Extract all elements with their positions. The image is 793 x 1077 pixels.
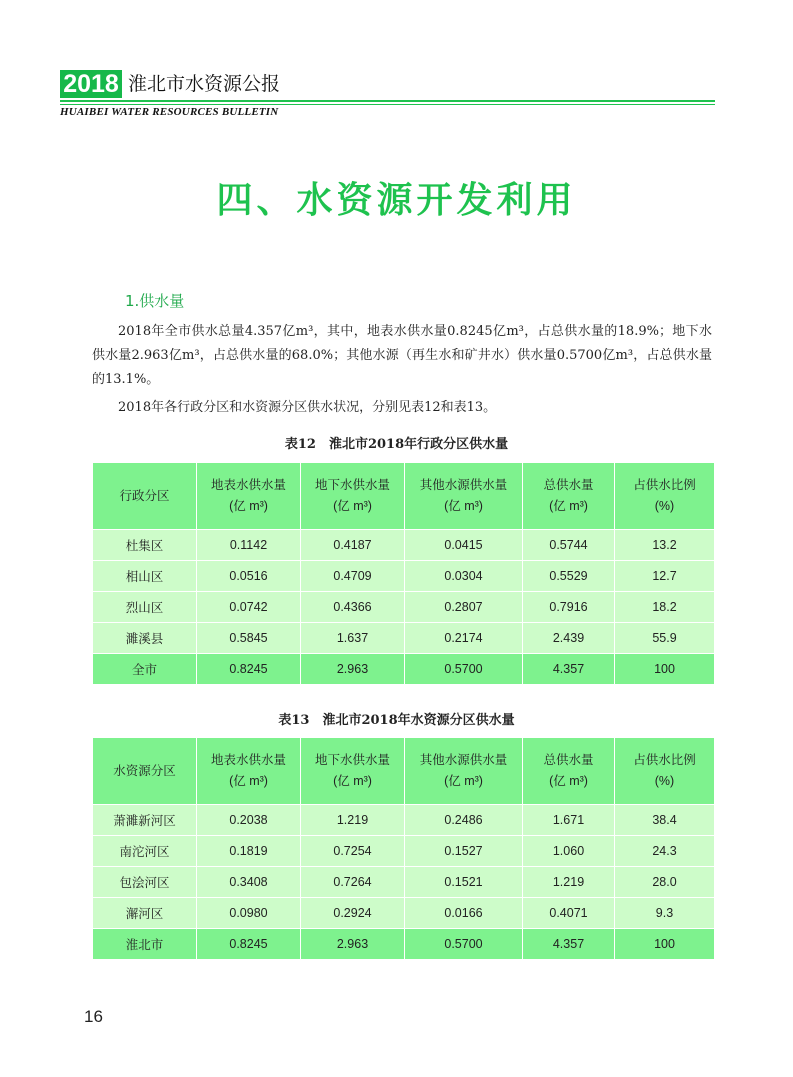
table-row xyxy=(93,836,715,867)
table-cell: 0.1527 xyxy=(405,836,523,867)
table12-header-cell: 地下水供水量 (亿 m³) xyxy=(301,463,405,530)
table13-header-cell: 水资源分区 xyxy=(93,738,197,805)
table-cell: 24.3 xyxy=(615,836,715,867)
table13-header-cell: 占供水比例 (%) xyxy=(615,738,715,805)
table12-header-cell: 行政分区 xyxy=(93,463,197,530)
table-cell: 0.2038 xyxy=(197,805,301,836)
table-cell: 0.8245 xyxy=(197,654,301,685)
table-cell: 4.357 xyxy=(523,929,615,960)
table-cell: 0.4366 xyxy=(301,592,405,623)
table-cell: 0.2486 xyxy=(405,805,523,836)
table-cell: 烈山区 xyxy=(93,592,197,623)
table-cell: 13.2 xyxy=(615,530,715,561)
table13 xyxy=(92,737,715,960)
table-cell: 0.5744 xyxy=(523,530,615,561)
table-cell: 0.7254 xyxy=(301,836,405,867)
chapter-title: 四、水资源开发利用 xyxy=(216,179,577,221)
table-cell: 0.4709 xyxy=(301,561,405,592)
table13-caption: 表13 淮北市2018年水资源分区供水量 xyxy=(278,713,515,728)
table-cell: 萧濉新河区 xyxy=(93,805,197,836)
table12-header-cell: 占供水比例 (%) xyxy=(615,463,715,530)
table-cell: 0.0415 xyxy=(405,530,523,561)
table-row xyxy=(93,867,715,898)
header-title: 淮北市水资源公报 xyxy=(128,73,281,95)
table12-header-cell: 地表水供水量 (亿 m³) xyxy=(197,463,301,530)
table-cell: 0.1819 xyxy=(197,836,301,867)
table-total-row xyxy=(93,929,715,960)
table12-caption: 表12 淮北市2018年行政分区供水量 xyxy=(284,437,509,452)
table-cell: 杜集区 xyxy=(93,530,197,561)
table-cell: 1.671 xyxy=(523,805,615,836)
table-cell: 2.439 xyxy=(523,623,615,654)
table-cell: 澥河区 xyxy=(93,898,197,929)
table-cell: 2.963 xyxy=(301,929,405,960)
table-cell: 0.0516 xyxy=(197,561,301,592)
table-cell: 0.4071 xyxy=(523,898,615,929)
page-number: 16 xyxy=(84,1007,103,1026)
table-cell: 4.357 xyxy=(523,654,615,685)
table-total-row xyxy=(93,654,715,685)
header-year-badge: 2018 xyxy=(60,70,122,98)
table-cell: 1.637 xyxy=(301,623,405,654)
table-cell: 0.5700 xyxy=(405,929,523,960)
table-cell: 南沱河区 xyxy=(93,836,197,867)
table13-header-cell: 其他水源供水量 (亿 m³) xyxy=(405,738,523,805)
table-cell: 濉溪县 xyxy=(93,623,197,654)
paragraph-table-reference: 2018年各行政分区和水资源分区供水状况，分别见表12和表13。 xyxy=(118,400,497,415)
header-rule xyxy=(60,100,715,102)
table-cell: 全市 xyxy=(93,654,197,685)
table13-header-cell: 地表水供水量 (亿 m³) xyxy=(197,738,301,805)
page-header xyxy=(60,70,715,120)
header-subtitle: HUAIBEI WATER RESOURCES BULLETIN xyxy=(60,106,279,118)
table13-header-cell: 地下水供水量 (亿 m³) xyxy=(301,738,405,805)
table12-header-cell: 其他水源供水量 (亿 m³) xyxy=(405,463,523,530)
table-row xyxy=(93,805,715,836)
table-cell: 1.060 xyxy=(523,836,615,867)
table-cell: 12.7 xyxy=(615,561,715,592)
table-cell: 0.2807 xyxy=(405,592,523,623)
table-cell: 0.0742 xyxy=(197,592,301,623)
table12-header-row xyxy=(93,463,715,530)
table13-header-row xyxy=(93,738,715,805)
table-cell: 100 xyxy=(615,654,715,685)
table-row xyxy=(93,592,715,623)
table-cell: 0.7916 xyxy=(523,592,615,623)
header-rule-thin xyxy=(60,104,715,105)
table-cell: 0.1521 xyxy=(405,867,523,898)
table-cell: 18.2 xyxy=(615,592,715,623)
table12 xyxy=(92,462,715,685)
section-title: 1.供水量 xyxy=(125,292,185,310)
table-cell: 0.1142 xyxy=(197,530,301,561)
table-row xyxy=(93,898,715,929)
table-cell: 55.9 xyxy=(615,623,715,654)
table-cell: 0.5529 xyxy=(523,561,615,592)
table-cell: 1.219 xyxy=(523,867,615,898)
table-row xyxy=(93,623,715,654)
table-cell: 0.0166 xyxy=(405,898,523,929)
table-cell: 0.2924 xyxy=(301,898,405,929)
table-cell: 100 xyxy=(615,929,715,960)
table-cell: 0.0304 xyxy=(405,561,523,592)
table-cell: 38.4 xyxy=(615,805,715,836)
table-cell: 2.963 xyxy=(301,654,405,685)
table-cell: 0.3408 xyxy=(197,867,301,898)
table-cell: 0.0980 xyxy=(197,898,301,929)
table-cell: 28.0 xyxy=(615,867,715,898)
table-row xyxy=(93,530,715,561)
table-cell: 0.2174 xyxy=(405,623,523,654)
table12-header-cell: 总供水量 (亿 m³) xyxy=(523,463,615,530)
paragraph-supply-summary: 2018年全市供水总量4.357亿m³，其中，地表水供水量0.8245亿m³，占总供水量的18.9%；地下水供水量2.963亿m³，占总供水量的68.0%；其他水源（再生水和矿井水）供水量0.5700亿m³，占总供水量的13.1%。 xyxy=(92,324,712,387)
table-cell: 0.5845 xyxy=(197,623,301,654)
table-cell: 淮北市 xyxy=(93,929,197,960)
table-cell: 9.3 xyxy=(615,898,715,929)
table-cell: 相山区 xyxy=(93,561,197,592)
table-row xyxy=(93,561,715,592)
table-cell: 0.8245 xyxy=(197,929,301,960)
table-cell: 1.219 xyxy=(301,805,405,836)
table-cell: 0.5700 xyxy=(405,654,523,685)
table-cell: 0.7264 xyxy=(301,867,405,898)
table-cell: 包浍河区 xyxy=(93,867,197,898)
table13-header-cell: 总供水量 (亿 m³) xyxy=(523,738,615,805)
table-cell: 0.4187 xyxy=(301,530,405,561)
